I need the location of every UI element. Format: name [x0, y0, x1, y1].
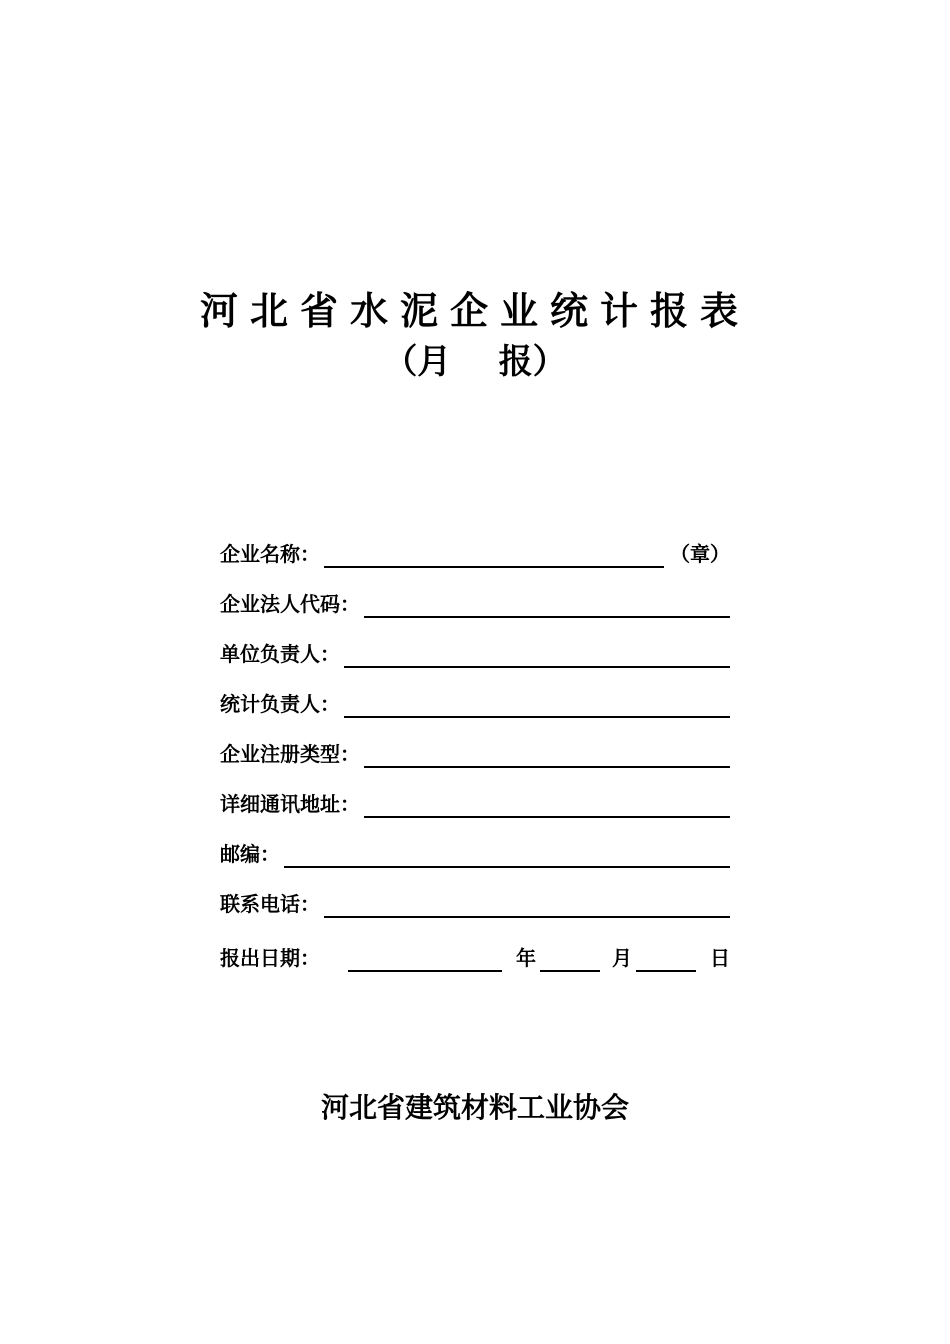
field-address — [220, 788, 730, 818]
seal-note: （章） — [670, 542, 730, 566]
document-subtitle: （月 报） — [383, 342, 567, 382]
field-label: 企业法人代码： — [220, 592, 360, 616]
day-fill-line[interactable] — [636, 970, 696, 972]
month-fill-line[interactable] — [540, 970, 600, 972]
field-company-name — [220, 538, 730, 568]
field-label: 统计负责人： — [220, 692, 340, 716]
fill-line[interactable] — [364, 794, 730, 818]
document-title: 河北省水泥企业统计报表 — [199, 289, 750, 333]
month-label: 月 — [612, 946, 632, 970]
field-phone — [220, 888, 730, 918]
year-label: 年 — [516, 946, 536, 970]
field-unit-head — [220, 638, 730, 668]
field-report-date — [220, 942, 730, 972]
field-label: 企业注册类型： — [220, 742, 360, 766]
fill-line[interactable] — [284, 844, 730, 868]
field-label: 企业名称： — [220, 542, 320, 566]
fill-line[interactable] — [344, 694, 730, 718]
date-label: 报出日期： — [220, 946, 320, 970]
field-label: 邮编： — [220, 842, 280, 866]
field-registration-type — [220, 738, 730, 768]
field-postcode — [220, 838, 730, 868]
fill-line[interactable] — [324, 894, 730, 918]
issuer-name: 河北省建筑材料工业协会 — [320, 1091, 629, 1124]
year-fill-line[interactable] — [348, 970, 502, 972]
fill-line[interactable] — [364, 594, 730, 618]
day-label: 日 — [710, 946, 730, 970]
fill-line[interactable] — [344, 644, 730, 668]
fill-line[interactable] — [364, 744, 730, 768]
field-label: 联系电话： — [220, 892, 320, 916]
field-label: 单位负责人： — [220, 642, 340, 666]
field-statistics-head — [220, 688, 730, 718]
field-legal-code — [220, 588, 730, 618]
fill-line[interactable] — [324, 544, 664, 568]
field-label: 详细通讯地址： — [220, 792, 360, 816]
